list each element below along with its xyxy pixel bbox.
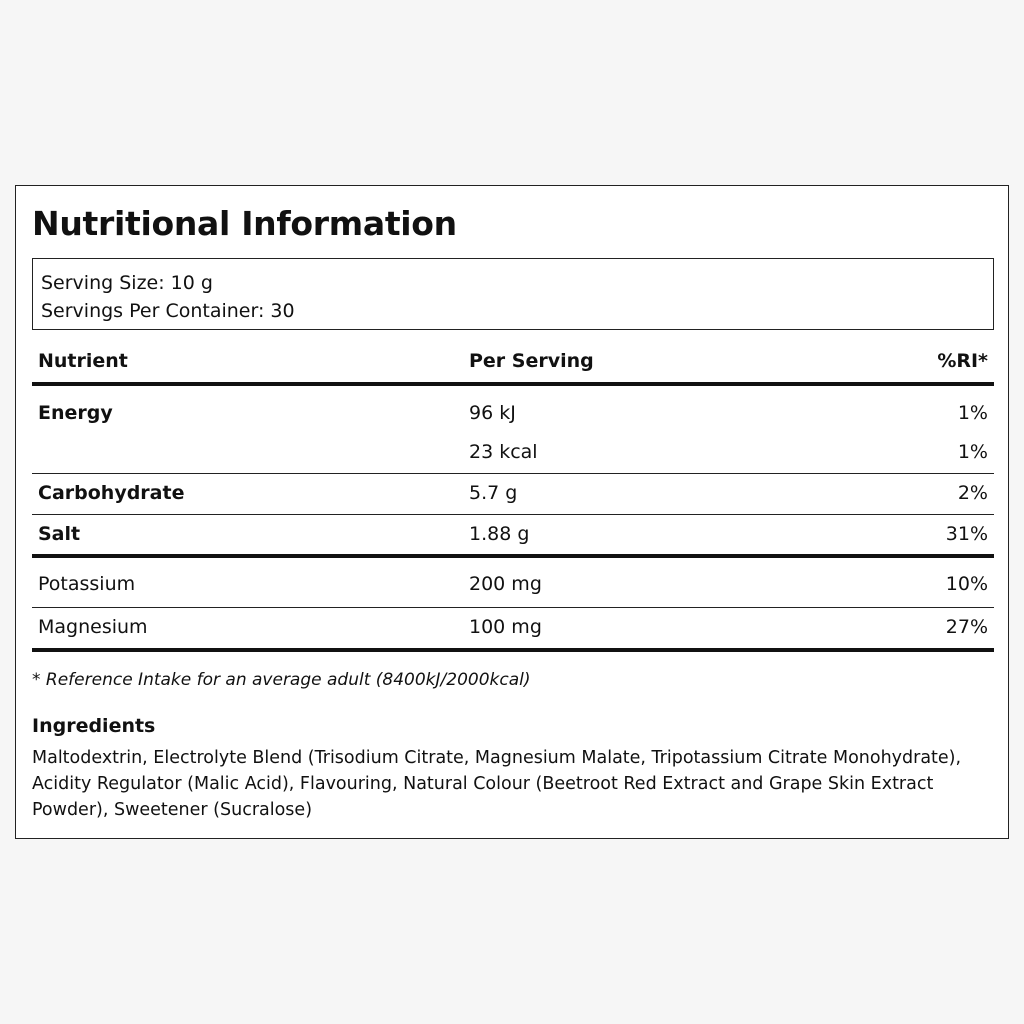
energy-kj-value: 96 kJ xyxy=(469,402,516,424)
magnesium-label: Magnesium xyxy=(38,616,148,638)
carbohydrate-label: Carbohydrate xyxy=(38,482,185,504)
ingredients-line: Acidity Regulator (Malic Acid), Flavouring, Natural Colour (Beetroot Red Extract and Grape Skin Extract xyxy=(32,774,934,794)
header-ri: %RI* xyxy=(937,350,988,372)
carbohydrate-ri: 2% xyxy=(957,482,988,504)
table-row-energy xyxy=(32,386,994,474)
carbohydrate-value: 5.7 g xyxy=(469,482,518,504)
header-nutrient: Nutrient xyxy=(38,350,128,372)
salt-ri: 31% xyxy=(945,523,988,545)
table-row-potassium xyxy=(32,558,994,608)
energy-kcal-value: 23 kcal xyxy=(469,441,538,463)
ingredients-text xyxy=(32,745,961,823)
nutrition-panel xyxy=(15,185,1009,839)
page-title: Nutritional Information xyxy=(32,204,457,243)
energy-kcal-ri: 1% xyxy=(957,441,988,463)
potassium-value: 200 mg xyxy=(469,573,542,595)
reference-intake-footnote: * Reference Intake for an average adult (8400kJ/2000kcal) xyxy=(32,670,531,690)
ingredients-line: Powder), Sweetener (Sucralose) xyxy=(32,800,313,820)
potassium-label: Potassium xyxy=(38,573,136,595)
ingredients-heading: Ingredients xyxy=(32,715,156,737)
energy-kj-ri: 1% xyxy=(957,402,988,424)
table-header-row xyxy=(32,346,994,386)
magnesium-value: 100 mg xyxy=(469,616,542,638)
header-per-serving: Per Serving xyxy=(469,350,594,372)
table-row-carbohydrate xyxy=(32,474,994,515)
serving-info-box xyxy=(32,258,994,330)
ingredients-line: Maltodextrin, Electrolyte Blend (Trisodium Citrate, Magnesium Malate, Tripotassium Citrate Monohydrate), xyxy=(32,748,962,768)
table-row-salt xyxy=(32,515,994,558)
salt-value: 1.88 g xyxy=(469,523,530,545)
salt-label: Salt xyxy=(38,523,81,545)
table-row-magnesium xyxy=(32,608,994,652)
nutrition-table xyxy=(32,346,994,652)
servings-per-container: Servings Per Container: 30 xyxy=(41,300,295,322)
potassium-ri: 10% xyxy=(945,573,988,595)
energy-label: Energy xyxy=(38,402,113,424)
magnesium-ri: 27% xyxy=(945,616,988,638)
serving-size: Serving Size: 10 g xyxy=(41,272,213,294)
